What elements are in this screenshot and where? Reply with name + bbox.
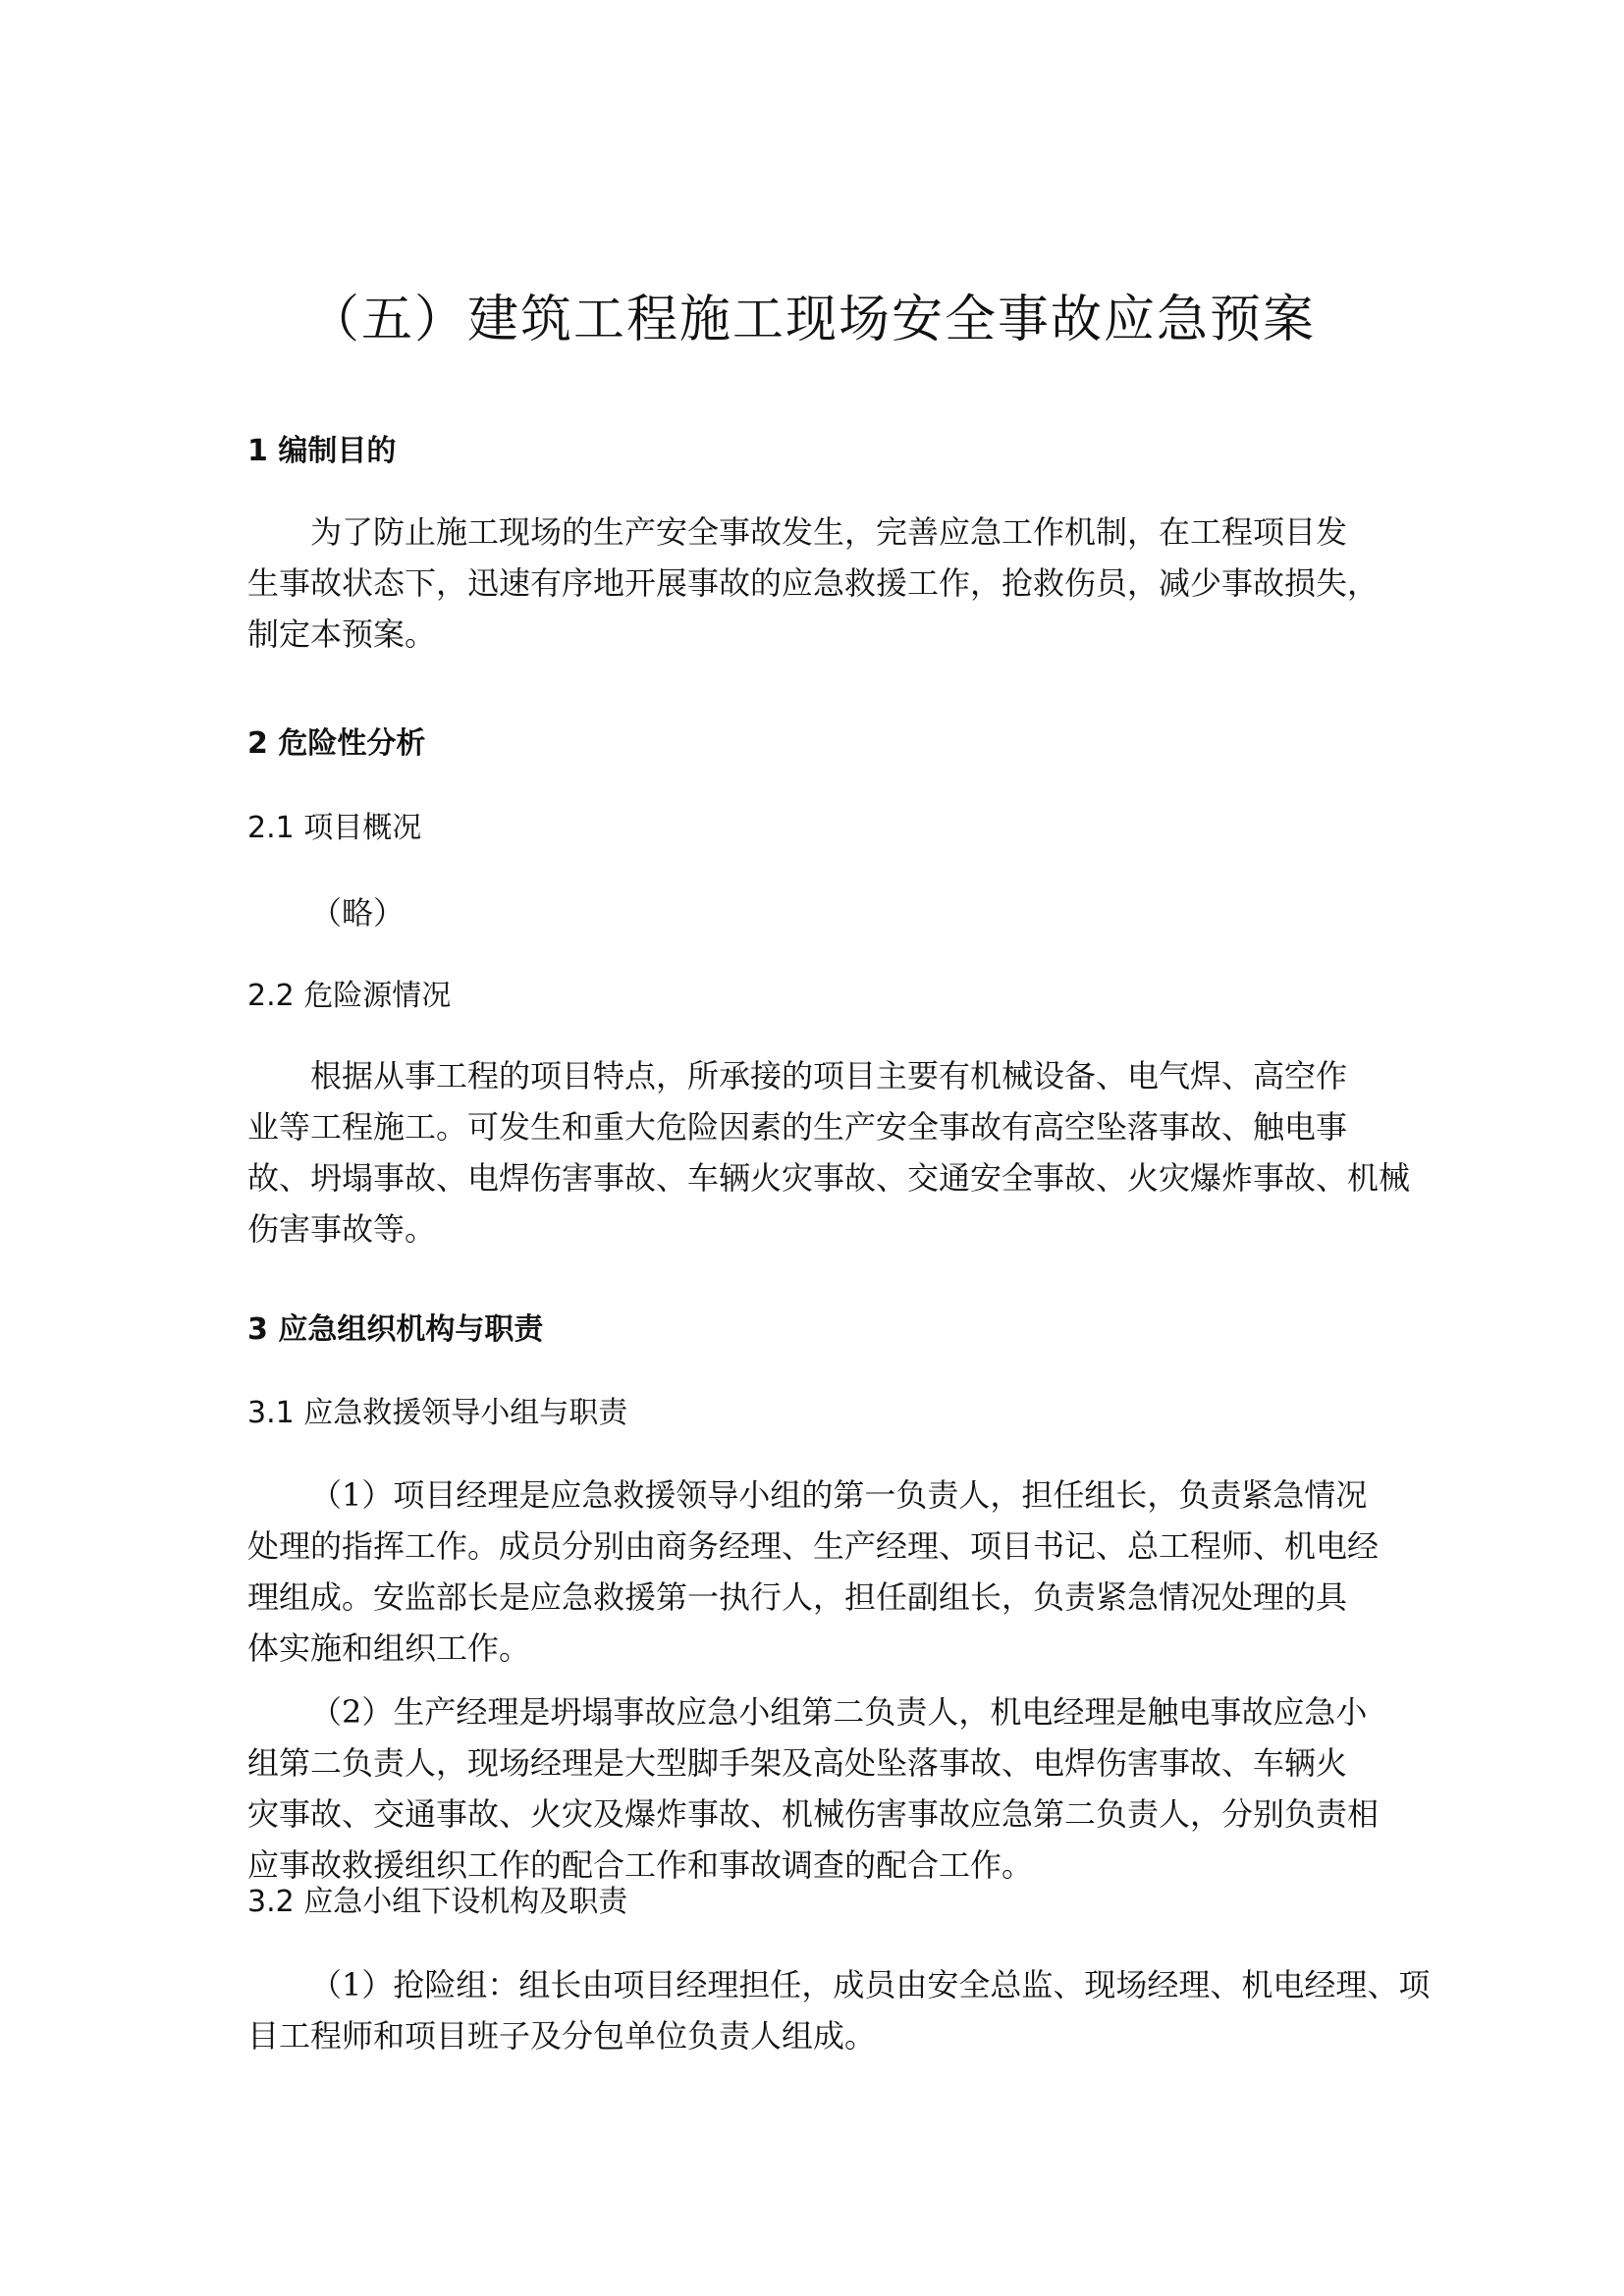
paragraph-line: 为了防止施工现场的生产安全事故发生，完善应急工作机制，在工程项目发 [310, 513, 1348, 551]
paragraph-line: 组第二负责人，现场经理是大型脚手架及高处坠落事故、电焊伤害事故、车辆火 [247, 1744, 1348, 1782]
document-title: （五）建筑工程施工现场安全事故应急预案 [307, 291, 1316, 349]
section-1-paragraph [247, 507, 1386, 660]
section-1-heading: 1 编制目的 [247, 434, 397, 468]
section-3-2-heading: 3.2 应急小组下设机构及职责 [247, 1885, 628, 1919]
section-3-1-heading: 3.1 应急救援领导小组与职责 [247, 1396, 628, 1430]
paragraph-line: 生事故状态下，迅速有序地开展事故的应急救援工作，抢救伤员，减少事故损失， [247, 564, 1380, 602]
paragraph-line: 应事故救援组织工作的配合工作和事故调查的配合工作。 [247, 1846, 1034, 1884]
paragraph-line: 灾事故、交通事故、火灾及爆炸事故、机械伤害事故应急第二负责人，分别负责相 [247, 1795, 1380, 1833]
paragraph-line: 体实施和组织工作。 [247, 1629, 531, 1667]
section-2-2-heading: 2.2 危险源情况 [247, 979, 452, 1013]
section-3-heading: 3 应急组织机构与职责 [247, 1312, 544, 1347]
section-2-2-paragraph [247, 1050, 1411, 1255]
section-3-1-paragraph-2 [247, 1686, 1386, 1891]
paragraph-line: 根据从事工程的项目特点，所承接的项目主要有机械设备、电气焊、高空作 [310, 1057, 1348, 1095]
paragraph-line: （1）项目经理是应急救援领导小组的第一负责人，担任组长，负责紧急情况 [310, 1476, 1368, 1514]
paragraph-line: 制定本预案。 [247, 615, 437, 653]
paragraph-line: 业等工程施工。可发生和重大危险因素的生产安全事故有高空坠落事故、触电事 [247, 1108, 1348, 1146]
paragraph-line: 理组成。安监部长是应急救援第一执行人，担任副组长，负责紧急情况处理的具 [247, 1578, 1348, 1616]
paragraph-line: 目工程师和项目班子及分包单位负责人组成。 [247, 2017, 877, 2055]
paragraph-line: 故、坍塌事故、电焊伤害事故、车辆火灾事故、交通安全事故、火灾爆炸事故、机械 [247, 1159, 1411, 1197]
paragraph-line: 伤害事故等。 [247, 1210, 437, 1248]
paragraph-line: 处理的指挥工作。成员分别由商务经理、生产经理、项目书记、总工程师、机电经 [247, 1527, 1380, 1565]
section-2-heading: 2 危险性分析 [247, 726, 426, 761]
paragraph-line: （略） [310, 894, 406, 932]
section-3-1-paragraph-1 [247, 1469, 1386, 1674]
section-2-1-heading: 2.1 项目概况 [247, 811, 422, 845]
paragraph-line: （1）抢险组：组长由项目经理担任，成员由安全总监、现场经理、机电经理、项 [310, 1966, 1431, 2003]
section-2-1-paragraph [247, 887, 1386, 938]
section-3-2-paragraph [247, 1959, 1431, 2061]
paragraph-line: （2）生产经理是坍塌事故应急小组第二负责人，机电经理是触电事故应急小 [310, 1693, 1368, 1731]
